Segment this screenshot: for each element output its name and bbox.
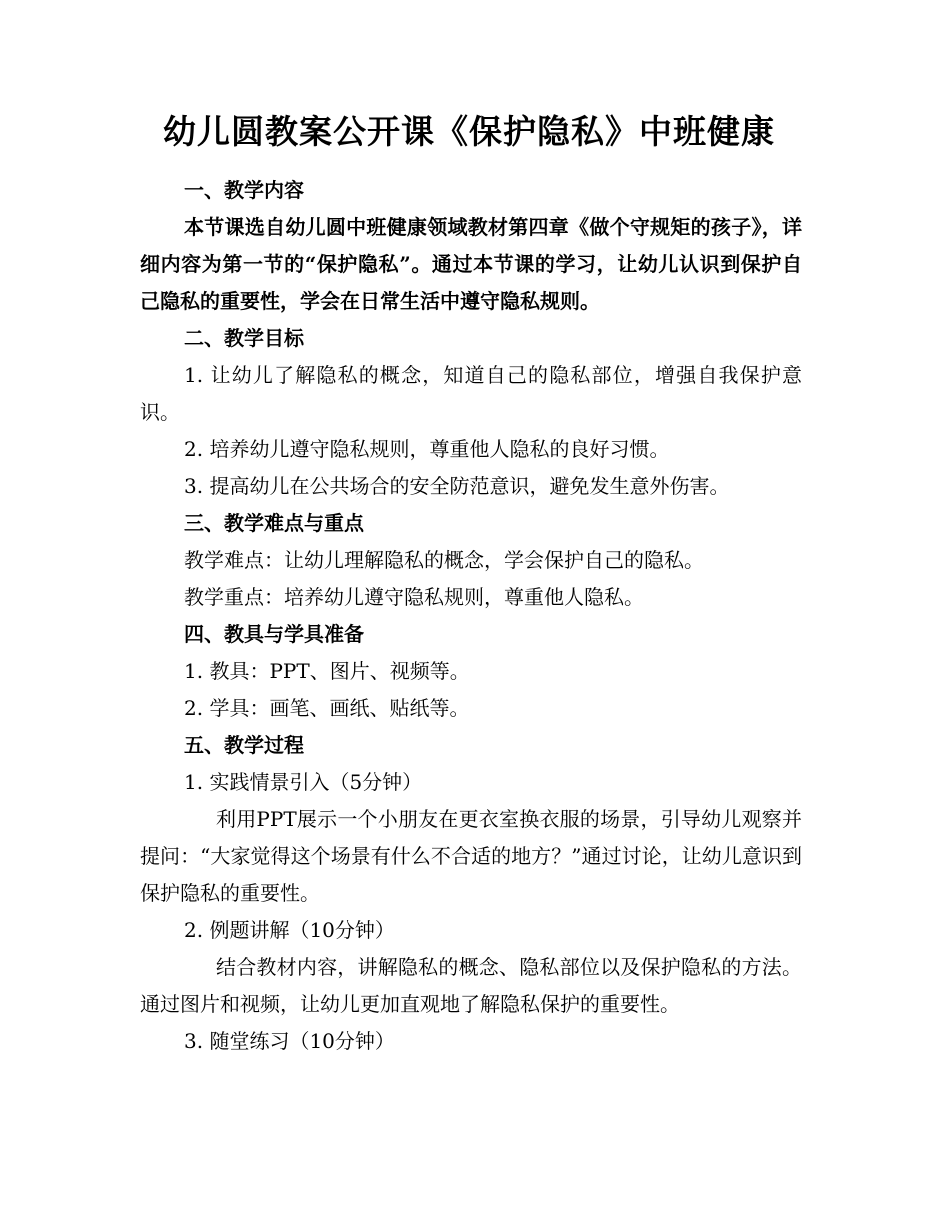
section-heading-process: 五、教学过程: [184, 733, 304, 757]
materials-item-1: 1. 教具：PPT、图片、视频等。: [184, 659, 470, 683]
document-title: 幼儿圆教案公开课《保护隐私》中班健康: [163, 112, 775, 151]
process-step-1-body: 利用PPT展示一个小朋友在更衣室换衣服的场景，引导幼儿观察并提问：“大家觉得这个场景有什么不合适的地方？”通过讨论，让幼儿意识到保护隐私的重要性。: [140, 807, 802, 905]
difficulty-item: 教学难点：让幼儿理解隐私的概念，学会保护自己的隐私。: [184, 548, 704, 572]
process-step-1: 1. 实践情景引入（5分钟）: [184, 770, 423, 794]
objective-item-3: 3. 提高幼儿在公共场合的安全防范意识，避免发生意外伤害。: [184, 474, 730, 498]
section-heading-key-points: 三、教学难点与重点: [184, 511, 364, 535]
section-heading-content: 一、教学内容: [184, 178, 304, 202]
section-heading-objectives: 二、教学目标: [184, 326, 304, 350]
content-paragraph: 本节课选自幼儿圆中班健康领域教材第四章《做个守规矩的孩子》，详细内容为第一节的“保护隐私”。通过本节课的学习，让幼儿认识到保护自己隐私的重要性，学会在日常生活中遵守隐私规则。: [140, 215, 802, 313]
objective-item-2: 2. 培养幼儿遵守隐私规则，尊重他人隐私的良好习惯。: [184, 437, 670, 461]
process-step-3: 3. 随堂练习（10分钟）: [184, 1029, 395, 1053]
materials-item-2: 2. 学具：画笔、画纸、贴纸等。: [184, 696, 470, 720]
objective-item-1: 1. 让幼儿了解隐私的概念，知道自己的隐私部位，增强自我保护意识。: [140, 363, 802, 424]
key-point-item: 教学重点：培养幼儿遵守隐私规则，尊重他人隐私。: [184, 585, 644, 609]
process-step-2-body: 结合教材内容，讲解隐私的概念、隐私部位以及保护隐私的方法。通过图片和视频，让幼儿更加直观地了解隐私保护的重要性。: [140, 955, 802, 1016]
section-heading-materials: 四、教具与学具准备: [184, 622, 364, 646]
process-step-2: 2. 例题讲解（10分钟）: [184, 918, 395, 942]
